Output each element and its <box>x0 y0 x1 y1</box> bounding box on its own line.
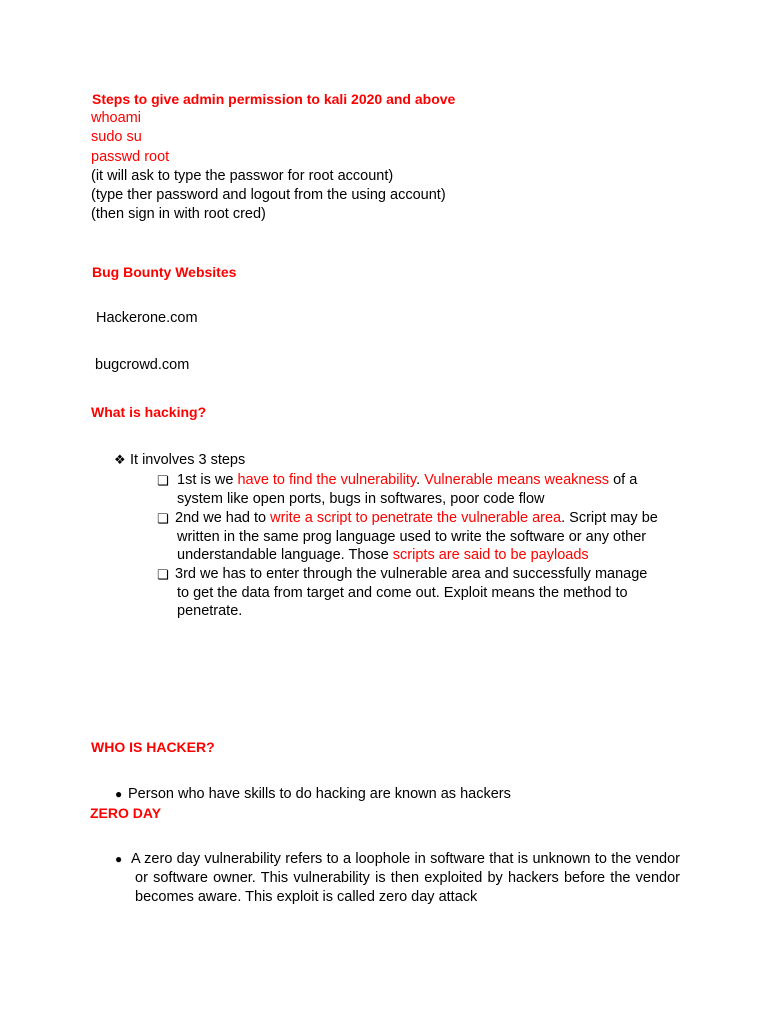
step-1-line-2: system like open ports, bugs in softwares, poor code flow <box>177 490 545 507</box>
step-2-highlight-payloads: scripts are said to be payloads <box>392 547 589 563</box>
checkbox-bullet-icon: ❏ <box>157 567 169 582</box>
admin-note-2: (type ther password and logout from the using account) <box>91 187 446 203</box>
round-bullet-icon: ● <box>115 852 123 866</box>
step-2-line-3 <box>175 546 658 565</box>
zero-day-heading: ZERO DAY <box>90 805 162 821</box>
hacker-heading: WHO IS HACKER? <box>91 739 215 755</box>
bug-bounty-site-bugcrowd: bugcrowd.com <box>95 357 190 373</box>
round-bullet-icon: ● <box>115 787 123 801</box>
zero-day-definition: A zero day vulnerability refers to a loophole in software that is unknown to the vendor or software owner. This vulnerability is then exploited by hackers before the vendor becomes aware. This exploit is called zero day attack <box>131 851 680 905</box>
command-whoami: whoami <box>91 110 141 126</box>
step-1-line-1 <box>177 471 637 490</box>
admin-note-3: (then sign in with root cred) <box>91 206 266 222</box>
step-2-text: 2nd we had to <box>175 510 271 526</box>
step-2-tail: . Script may be <box>561 510 658 526</box>
step-1-text: 1st is we <box>177 472 238 488</box>
step-1 <box>177 471 637 508</box>
step-2 <box>175 509 658 565</box>
step-2-line-2: written in the same prog language used to write the software or any other <box>177 528 647 545</box>
hacking-heading: What is hacking? <box>91 404 207 420</box>
step-3 <box>175 565 647 621</box>
step-3-line-2: to get the data from target and come out. Exploit means the method to <box>177 584 628 601</box>
step-3-line-1: 3rd we has to enter through the vulnerable area and successfully manage <box>175 566 648 582</box>
command-sudo-su: sudo su <box>91 129 142 145</box>
step-1-tail: of a <box>609 472 638 488</box>
admin-heading: Steps to give admin permission to kali 2020 and above <box>92 91 456 107</box>
command-passwd-root: passwd root <box>91 149 170 165</box>
bug-bounty-heading: Bug Bounty Websites <box>92 264 237 280</box>
step-1-highlight-find: have to find the vulnerability <box>237 472 417 488</box>
step-2-highlight-script: write a script to penetrate the vulnerable area <box>270 510 562 526</box>
diamond-bullet-icon: ❖ <box>114 452 126 467</box>
admin-note-1: (it will ask to type the passwor for root account) <box>91 168 394 184</box>
checkbox-bullet-icon: ❏ <box>157 511 169 526</box>
step-1-separator: . <box>416 472 425 488</box>
checkbox-bullet-icon: ❏ <box>157 473 169 488</box>
hacking-intro: It involves 3 steps <box>130 452 246 468</box>
hacker-definition: Person who have skills to do hacking are known as hackers <box>128 786 511 802</box>
step-2-line-1 <box>175 509 658 528</box>
step-2-line-3-text: understandable language. Those <box>177 547 393 563</box>
step-3-line-3: penetrate. <box>177 603 243 619</box>
bug-bounty-site-hackerone: Hackerone.com <box>96 310 198 326</box>
step-1-highlight-weakness: Vulnerable means weakness <box>424 472 610 488</box>
